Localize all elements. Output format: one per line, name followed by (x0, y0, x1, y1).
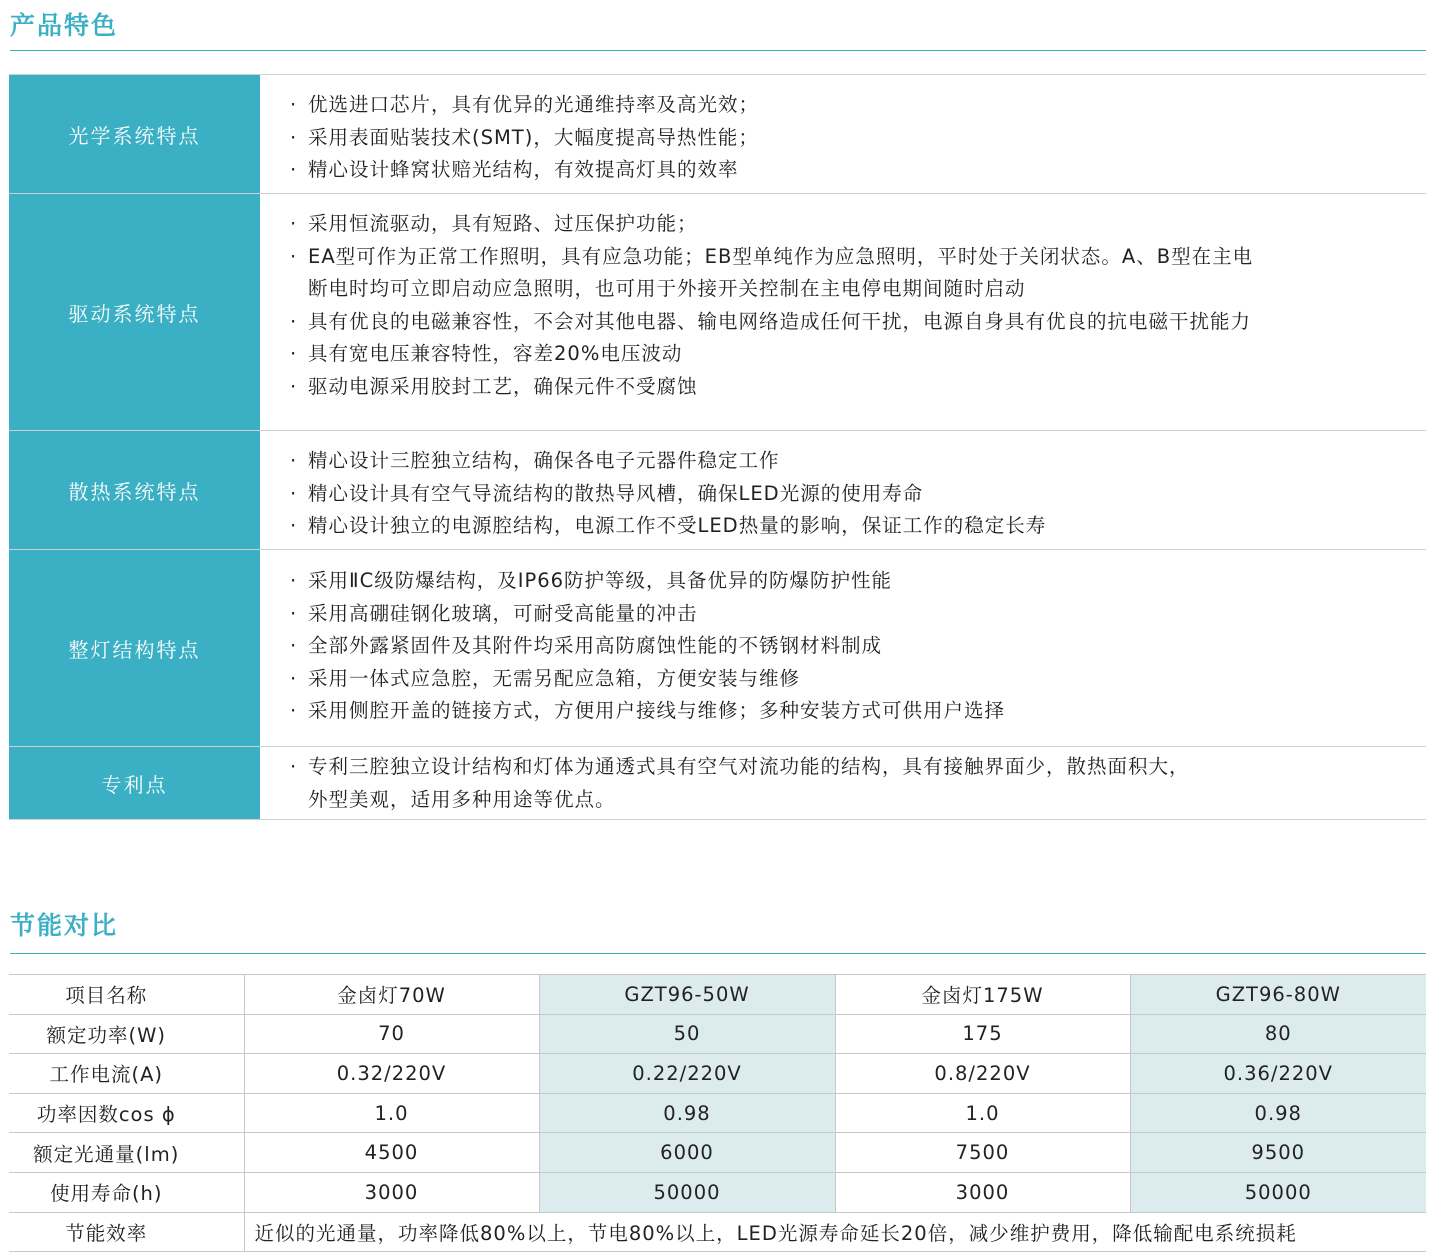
feature-lines (260, 75, 1426, 193)
table-cell: 7500 (835, 1133, 1130, 1173)
comparison-row (9, 1054, 1426, 1094)
table-cell: 70 (244, 1014, 539, 1054)
feature-line (290, 784, 1426, 817)
bullet-mark: · (290, 342, 298, 366)
feature-text: 采用表面贴装技术(SMT)，大幅度提高导热性能； (308, 125, 759, 149)
summary-text: 近似的光通量，功率降低80%以上，节电80%以上，LED光源寿命延长20倍，减少维护费用，降低输配电系统损耗 (244, 1212, 1426, 1252)
feature-line (290, 371, 1426, 404)
feature-label: 专利点 (9, 747, 260, 819)
feature-line (290, 510, 1426, 543)
feature-text: 专利三腔独立设计结构和灯体为通透式具有空气对流功能的结构，具有接触界面少，散热面积大， (308, 755, 1190, 778)
feature-line (290, 89, 1426, 122)
comparison-header-row (9, 975, 1426, 1015)
feature-row-driver (9, 193, 1426, 430)
row-label: 节能效率 (9, 1212, 244, 1252)
table-cell: 50000 (1130, 1172, 1426, 1212)
table-cell: 50000 (539, 1172, 835, 1212)
feature-line (290, 338, 1426, 371)
feature-text: 驱动电源采用胶封工艺，确保元件不受腐蚀 (308, 374, 698, 398)
feature-text: 优选进口芯片，具有优异的光通维持率及高光效； (308, 93, 760, 116)
feature-line (290, 208, 1426, 241)
feature-label: 光学系统特点 (9, 75, 260, 193)
table-cell: 0.32/220V (244, 1054, 539, 1094)
bullet-mark: · (290, 666, 298, 690)
feature-text: 采用一体式应急腔，无需另配应急箱，方便安装与维修 (308, 666, 801, 690)
table-cell: 50 (539, 1014, 835, 1054)
feature-lines (260, 194, 1426, 430)
features-divider (10, 50, 1426, 51)
bullet-mark: · (290, 309, 298, 333)
column-header: 金卤灯70W (244, 975, 539, 1015)
feature-text: EA型可作为正常工作照明，具有应急功能；EB型单纯作为应急照明，平时处于关闭状态。A、B型在主电 (308, 244, 1254, 268)
bullet-mark: · (290, 755, 298, 778)
feature-text: 精心设计具有空气导流结构的散热导风槽，确保LED光源的使用寿命 (308, 481, 924, 505)
feature-text: 精心设计三腔独立结构，确保各电子元器件稳定工作 (308, 449, 780, 472)
table-cell: 0.98 (1130, 1093, 1426, 1133)
table-cell: 3000 (244, 1172, 539, 1212)
feature-line (290, 478, 1426, 511)
table-cell: 0.22/220V (539, 1054, 835, 1094)
feature-text: 外型美观，适用多种用途等优点。 (308, 787, 616, 811)
table-cell: 80 (1130, 1014, 1426, 1054)
features-title: 产品特色 (10, 11, 119, 40)
feature-lines (260, 747, 1426, 819)
bullet-mark: · (290, 212, 298, 235)
summary-row (9, 1212, 1426, 1252)
bullet-mark: · (290, 125, 298, 149)
bullet-mark: · (290, 158, 298, 182)
bullet-mark: · (290, 481, 298, 505)
bullet-mark: · (290, 514, 298, 538)
feature-line (290, 122, 1426, 155)
column-header: 项目名称 (9, 975, 244, 1015)
comparison-divider (10, 953, 1426, 954)
row-label: 功率因数cos ϕ (9, 1093, 244, 1133)
bullet-mark: · (290, 601, 298, 625)
bullet-mark: · (290, 634, 298, 658)
feature-label: 驱动系统特点 (9, 194, 260, 430)
table-cell: 0.98 (539, 1093, 835, 1133)
comparison-row (9, 1172, 1426, 1212)
feature-text: 全部外露紧固件及其附件均采用高防腐蚀性能的不锈钢材料制成 (308, 634, 883, 658)
bullet-mark: · (290, 569, 298, 592)
feature-line (290, 598, 1426, 631)
feature-line (290, 273, 1426, 306)
feature-line (290, 565, 1426, 598)
feature-text: 精心设计独立的电源腔结构，电源工作不受LED热量的影响，保证工作的稳定长寿 (308, 514, 1047, 538)
row-label: 额定功率(W) (9, 1014, 244, 1054)
table-cell: 4500 (244, 1133, 539, 1173)
table-cell: 0.8/220V (835, 1054, 1130, 1094)
table-cell: 175 (835, 1014, 1130, 1054)
feature-text: 精心设计蜂窝状赔光结构，有效提高灯具的效率 (308, 158, 739, 182)
comparison-row (9, 1014, 1426, 1054)
comparison-title: 节能对比 (10, 911, 119, 940)
table-cell: 9500 (1130, 1133, 1426, 1173)
feature-line (290, 154, 1426, 187)
feature-line (290, 241, 1426, 274)
table-cell: 1.0 (244, 1093, 539, 1133)
row-label: 额定光通量(lm) (9, 1133, 244, 1173)
table-cell: 6000 (539, 1133, 835, 1173)
bullet-mark: · (290, 93, 298, 116)
feature-text: 具有宽电压兼容特性，容差20%电压波动 (308, 342, 683, 366)
feature-line (290, 306, 1426, 339)
table-cell: 0.36/220V (1130, 1054, 1426, 1094)
feature-lines (260, 550, 1426, 746)
feature-row-thermal (9, 430, 1426, 549)
feature-text: 采用侧腔开盖的链接方式，方便用户接线与维修；多种安装方式可供用户选择 (308, 699, 1006, 723)
feature-row-structure (9, 549, 1426, 746)
bullet-mark: · (290, 449, 298, 472)
feature-label: 整灯结构特点 (9, 550, 260, 746)
comparison-table (9, 974, 1426, 1252)
feature-line (290, 695, 1426, 728)
feature-line (290, 751, 1426, 784)
bullet-mark: · (290, 699, 298, 723)
column-header: GZT96-80W (1130, 975, 1426, 1015)
feature-label: 散热系统特点 (9, 431, 260, 549)
feature-text: 采用高硼硅钢化玻璃，可耐受高能量的冲击 (308, 601, 698, 625)
bullet-mark: · (290, 374, 298, 398)
feature-row-patent (9, 746, 1426, 820)
feature-row-optical (9, 74, 1426, 193)
feature-line (290, 663, 1426, 696)
comparison-row (9, 1133, 1426, 1173)
feature-text: 断电时均可立即启动应急照明，也可用于外接开关控制在主电停电期间随时启动 (308, 277, 1026, 301)
column-header: GZT96-50W (539, 975, 835, 1015)
table-cell: 1.0 (835, 1093, 1130, 1133)
row-label: 工作电流(A) (9, 1054, 244, 1094)
table-cell: 3000 (835, 1172, 1130, 1212)
comparison-row (9, 1093, 1426, 1133)
feature-text: 采用ⅡC级防爆结构，及IP66防护等级，具备优异的防爆防护性能 (308, 569, 893, 592)
feature-text: 采用恒流驱动，具有短路、过压保护功能； (308, 212, 698, 235)
bullet-mark: · (290, 244, 298, 268)
features-table (9, 74, 1426, 820)
feature-line (290, 445, 1426, 478)
row-label: 使用寿命(h) (9, 1172, 244, 1212)
feature-lines (260, 431, 1426, 549)
feature-line (290, 630, 1426, 663)
feature-text: 具有优良的电磁兼容性，不会对其他电器、输电网络造成任何干扰，电源自身具有优良的抗电磁干扰能力 (308, 309, 1252, 333)
column-header: 金卤灯175W (835, 975, 1130, 1015)
